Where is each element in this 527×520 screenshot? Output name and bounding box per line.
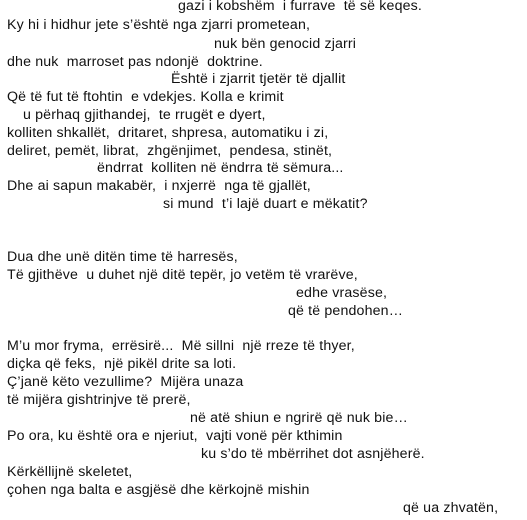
poem-line: nuk bën genocid zjarri: [214, 36, 357, 52]
poem-line: Që të fut të ftohtin e vdekjes. Kolla e krimit: [7, 89, 284, 105]
poem-line: në atë shiun e ngrirë që nuk bie…: [190, 410, 408, 426]
poem-line: ëndrrat kolliten në ëndrra të sëmura...: [97, 160, 344, 176]
poem-line: Dua dhe unë ditën time të harresës,: [7, 249, 238, 265]
poem-line: Ky hi i hidhur jete s’është nga zjarri prometean,: [7, 17, 311, 33]
poem-line: Dhe ai sapun makabër, i nxjerrë nga të gjallët,: [7, 178, 311, 194]
poem-line: çohen nga balta e asgjësë dhe kërkojnë mishin: [7, 482, 310, 498]
poem-line: diçka që feks, një pikël drite sa loti.: [7, 356, 237, 372]
poem-line: Është i zjarrit tjetër të djallit: [171, 71, 346, 87]
poem-line: Kërkëllijnë skeletet,: [7, 464, 133, 480]
poem-line: Ç’janë këto vezullime? Mijëra unaza: [7, 374, 244, 390]
poem-line: Po ora, ku është ora e njeriut, vajti vonë për kthimin: [7, 428, 343, 444]
poem-line: që të pendohen…: [288, 303, 404, 319]
poem-line: si mund t’i lajë duart e mëkatit?: [163, 196, 368, 212]
poem-line: dhe nuk marroset pas ndonjë doktrine.: [7, 54, 263, 70]
poem-line: Të gjithëve u duhet një ditë tepër, jo vetëm të vrarëve,: [7, 267, 358, 283]
poem-line: të mijëra gishtrinjve të prerë,: [7, 392, 191, 408]
poem-line: deliret, pemët, librat, zhgënjimet, pendesa, stinët,: [7, 143, 333, 159]
poem-line: kolliten shkallët, dritaret, shpresa, automatiku i zi,: [7, 125, 329, 141]
poem-line: ku s’do të mbërrihet dot asnjëherë.: [201, 446, 425, 462]
poem-line: edhe vrasëse,: [296, 285, 388, 301]
poem-line: që ua zhvatën,: [403, 500, 499, 516]
poem-line: gazi i kobshëm i furrave të së keqes.: [178, 0, 422, 14]
poem-line: u përhaq gjithandej, te rrugët e dyert,: [23, 107, 266, 123]
poem-line: M’u mor fryma, errësirë... Më sillni një rreze të thyer,: [7, 338, 355, 354]
